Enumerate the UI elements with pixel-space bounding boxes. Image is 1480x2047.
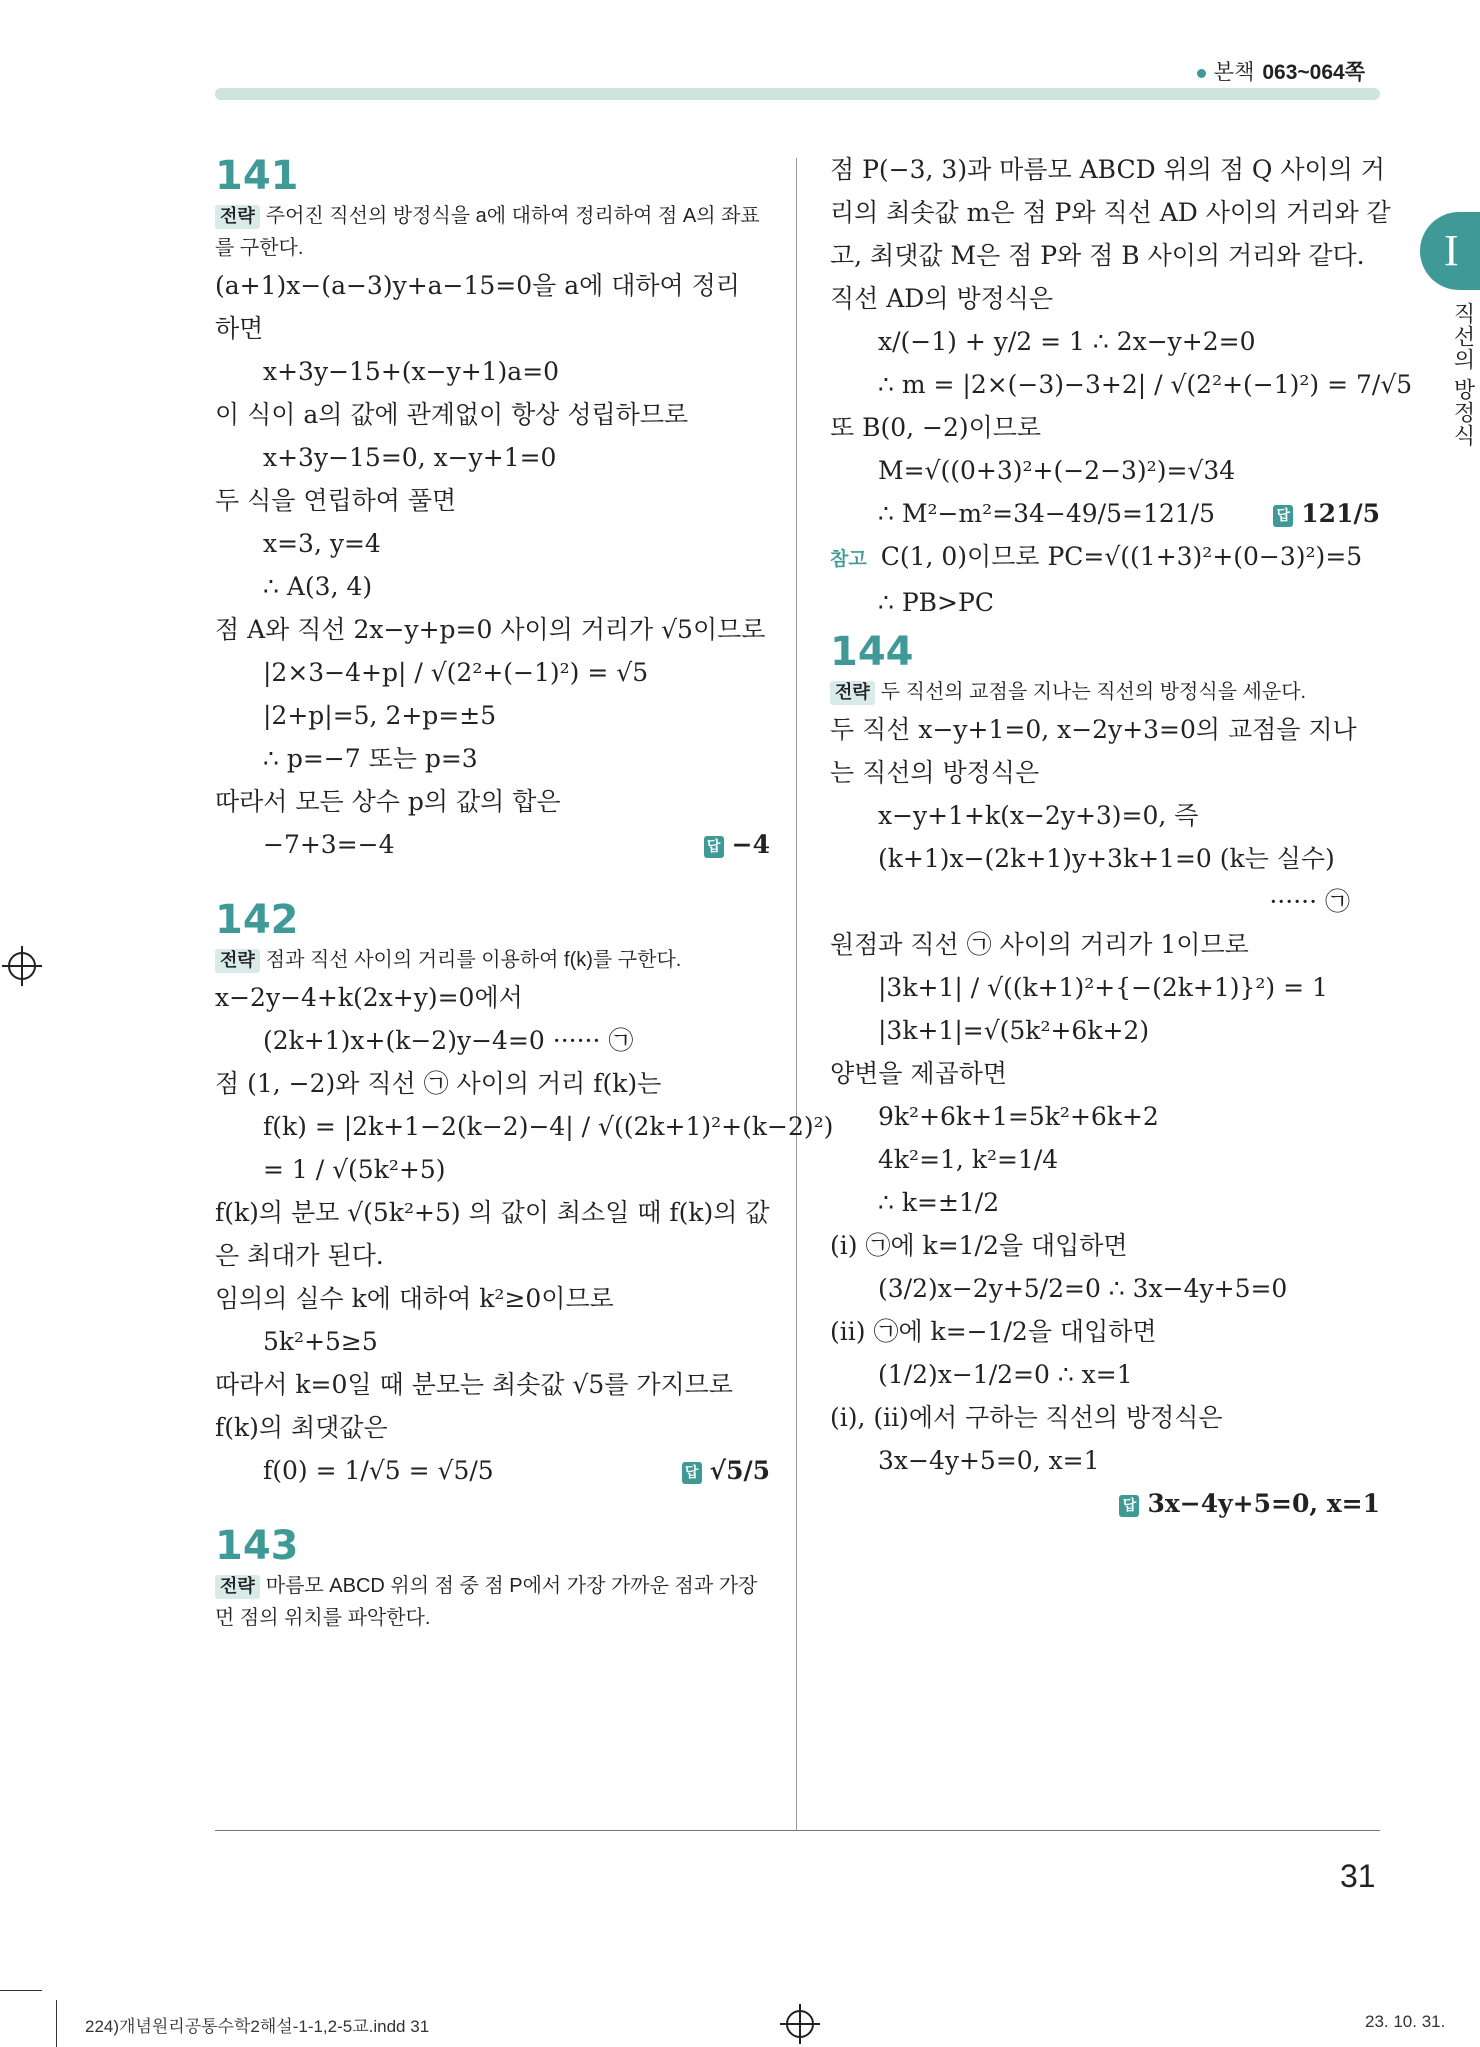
crop-mark bbox=[0, 1990, 42, 1991]
line-text: (2k+1)x+(k−2)y−4=0 ······ ㉠ bbox=[263, 1026, 634, 1055]
line-text: (3/2)x−2y+5/2=0 ∴ 3x−4y+5=0 bbox=[878, 1274, 1288, 1303]
bottom-rule bbox=[215, 1830, 1380, 1831]
footer-date: 23. 10. 31. bbox=[1365, 2012, 1446, 2031]
line-text: (i) ㉠에 k=1/2을 대입하면 bbox=[830, 1231, 1128, 1260]
line-text: f(0) = 1/√5 = √5/5 bbox=[263, 1456, 494, 1485]
line-text: 고, 최댓값 M은 점 P와 점 B 사이의 거리와 같다. bbox=[830, 241, 1365, 270]
line-text: x+3y−15=0, x−y+1=0 bbox=[263, 443, 557, 472]
footer-file-name: 224)개념원리공통수학2해설-1-1,2-5교.indd 31 bbox=[85, 2017, 430, 2036]
text-line bbox=[830, 1224, 1380, 1267]
crop-mark bbox=[56, 2000, 57, 2047]
note-line bbox=[830, 535, 1380, 581]
text-line bbox=[830, 1396, 1380, 1439]
equation-line bbox=[215, 1320, 770, 1363]
text-line bbox=[215, 1406, 770, 1449]
equation-line bbox=[830, 492, 1380, 535]
strategy-line bbox=[215, 200, 770, 264]
equation-line bbox=[830, 1138, 1380, 1181]
line-text: f(k)의 분모 √(5k²+5) 의 값이 최소일 때 f(k)의 값 bbox=[215, 1198, 770, 1227]
line-text: |3k+1| / √((k+1)²+{−(2k+1)}²) = 1 bbox=[878, 973, 1328, 1002]
text-line bbox=[215, 479, 770, 522]
registration-mark-icon bbox=[8, 952, 36, 980]
text-line bbox=[215, 608, 770, 651]
text-line bbox=[830, 191, 1391, 234]
equation-line bbox=[215, 651, 770, 694]
line-text: x−y+1+k(x−2y+3)=0, 즉 bbox=[878, 801, 1199, 830]
line-text: (1/2)x−1/2=0 ∴ x=1 bbox=[878, 1360, 1133, 1389]
answer-value: 3x−4y+5=0, x=1 bbox=[1147, 1489, 1380, 1518]
line-text: 이 식이 a의 값에 관계없이 항상 성립하므로 bbox=[215, 400, 689, 429]
text-line bbox=[215, 264, 770, 307]
equation-tag: ······ ㉠ bbox=[1269, 887, 1350, 916]
line-text: −7+3=−4 bbox=[263, 830, 395, 859]
bullet-icon bbox=[1197, 69, 1206, 78]
left-column bbox=[215, 148, 834, 1634]
equation-line bbox=[830, 1095, 1380, 1138]
strategy-text: 주어진 직선의 방정식을 a에 대하여 정리하여 점 A의 좌표를 구한다. bbox=[215, 205, 760, 259]
text-line bbox=[830, 751, 1380, 794]
text-line bbox=[830, 923, 1380, 966]
line-text: ∴ PB>PC bbox=[878, 588, 994, 617]
line-text: ∴ m = |2×(−3)−3+2| / √(2²+(−1)²) = 7/√5 bbox=[878, 370, 1413, 399]
line-text: 하면 bbox=[215, 314, 264, 343]
line-text: |3k+1|=√(5k²+6k+2) bbox=[878, 1016, 1150, 1045]
equation-line bbox=[215, 823, 770, 866]
equation-line bbox=[830, 1439, 1380, 1482]
note-label: 참고 bbox=[830, 549, 867, 570]
equation-line bbox=[830, 837, 1380, 880]
line-text: (i), (ii)에서 구하는 직선의 방정식은 bbox=[830, 1403, 1223, 1432]
text-line bbox=[830, 148, 1385, 191]
right-column bbox=[830, 148, 1413, 1525]
answer-badge: 답 bbox=[682, 1462, 702, 1484]
text-line bbox=[215, 307, 770, 350]
strategy-line bbox=[830, 676, 1380, 708]
spacer bbox=[215, 866, 770, 892]
line-text: 5k²+5≥5 bbox=[263, 1327, 378, 1356]
equation-line bbox=[215, 737, 770, 780]
equation-line bbox=[830, 320, 1380, 363]
line-text: 따라서 k=0일 때 분모는 최솟값 √5를 가지므로 bbox=[215, 1370, 733, 1399]
book-label: 본책 bbox=[1213, 61, 1255, 84]
equation-line bbox=[830, 794, 1380, 837]
strategy-badge: 전략 bbox=[830, 681, 875, 705]
header-bar bbox=[215, 88, 1380, 100]
line-text: 점 A와 직선 2x−y+p=0 사이의 거리가 √5이므로 bbox=[215, 615, 766, 644]
answer bbox=[704, 823, 770, 866]
registration-mark-icon bbox=[786, 2010, 814, 2038]
line-text: 직선 AD의 방정식은 bbox=[830, 284, 1054, 313]
equation-line bbox=[830, 1267, 1380, 1310]
line-text: 원점과 직선 ㉠ 사이의 거리가 1이므로 bbox=[830, 930, 1249, 959]
equation-line bbox=[830, 363, 1413, 406]
strategy-line bbox=[215, 1570, 770, 1634]
line-text: (ii) ㉠에 k=−1/2을 대입하면 bbox=[830, 1317, 1157, 1346]
strategy-text: 두 직선의 교점을 지나는 직선의 방정식을 세운다. bbox=[880, 681, 1307, 703]
problem-number: 142 bbox=[215, 897, 299, 943]
line-text: 또 B(0, −2)이므로 bbox=[830, 413, 1042, 442]
answer-value: √5/5 bbox=[709, 1456, 770, 1485]
text-line bbox=[830, 708, 1380, 751]
spacer bbox=[215, 1492, 770, 1518]
line-text: x=3, y=4 bbox=[263, 529, 381, 558]
line-text: 는 직선의 방정식은 bbox=[830, 758, 1040, 787]
strategy-text: 마름모 ABCD 위의 점 중 점 P에서 가장 가까운 점과 가장 먼 점의 위치를 파악한다. bbox=[215, 1575, 758, 1629]
line-text: (k+1)x−(2k+1)y+3k+1=0 (k는 실수) bbox=[878, 844, 1335, 873]
line-text: 9k²+6k+1=5k²+6k+2 bbox=[878, 1102, 1159, 1131]
equation-line bbox=[215, 1019, 770, 1062]
line-text: ∴ k=±1/2 bbox=[878, 1188, 1000, 1217]
page-range: 063~064쪽 bbox=[1262, 61, 1365, 84]
line-text: 양변을 제곱하면 bbox=[830, 1059, 1007, 1088]
answer bbox=[1119, 1482, 1380, 1525]
line-text: 4k²=1, k²=1/4 bbox=[878, 1145, 1059, 1174]
equation-line bbox=[215, 522, 770, 565]
text-line bbox=[215, 1062, 770, 1105]
answer-badge: 답 bbox=[704, 836, 724, 858]
text-line bbox=[830, 1052, 1380, 1095]
problem-number: 143 bbox=[215, 1523, 299, 1569]
text-line bbox=[215, 1363, 770, 1406]
equation-line bbox=[830, 1353, 1380, 1396]
equation-line bbox=[215, 565, 770, 608]
strategy-badge: 전략 bbox=[215, 949, 260, 973]
line-text: |2+p|=5, 2+p=±5 bbox=[263, 701, 497, 730]
equation-line bbox=[215, 1105, 834, 1148]
answer-value: −4 bbox=[731, 830, 770, 859]
line-text: x+3y−15+(x−y+1)a=0 bbox=[263, 357, 560, 386]
line-text: = 1 / √(5k²+5) bbox=[263, 1155, 446, 1184]
text-line bbox=[215, 780, 770, 823]
chapter-title: 직선의 방정식 bbox=[1451, 302, 1476, 448]
strategy-text: 점과 직선 사이의 거리를 이용하여 f(k)를 구한다. bbox=[265, 949, 682, 971]
text-line bbox=[830, 1310, 1380, 1353]
text-line bbox=[830, 234, 1380, 277]
answer-value: 121/5 bbox=[1301, 499, 1380, 528]
strategy-badge: 전략 bbox=[215, 1575, 260, 1599]
line-text: 두 식을 연립하여 풀면 bbox=[215, 486, 457, 515]
text-line bbox=[215, 976, 770, 1019]
line-text: x/(−1) + y/2 = 1 ∴ 2x−y+2=0 bbox=[878, 327, 1256, 356]
answer-badge: 답 bbox=[1273, 505, 1293, 527]
note-text: C(1, 0)이므로 PC=√((1+3)²+(0−3)²)=5 bbox=[880, 542, 1363, 571]
equation-line bbox=[215, 1449, 770, 1492]
equation-line bbox=[830, 1009, 1380, 1052]
line-text: f(k)의 최댓값은 bbox=[215, 1413, 388, 1442]
answer-badge: 답 bbox=[1119, 1495, 1139, 1517]
line-text: 3x−4y+5=0, x=1 bbox=[878, 1446, 1100, 1475]
chapter-tab: I bbox=[1420, 212, 1480, 290]
text-line bbox=[215, 1234, 770, 1277]
text-line bbox=[215, 1277, 770, 1320]
column-divider bbox=[796, 158, 797, 1830]
equation-line bbox=[215, 694, 770, 737]
text-line bbox=[830, 277, 1380, 320]
strategy-badge: 전략 bbox=[215, 205, 260, 229]
equation-line bbox=[215, 436, 770, 479]
line-text: 두 직선 x−y+1=0, x−2y+3=0의 교점을 지나 bbox=[830, 715, 1357, 744]
text-line bbox=[830, 406, 1380, 449]
line-text: f(k) = |2k+1−2(k−2)−4| / √((2k+1)²+(k−2)²) bbox=[263, 1112, 834, 1141]
line-text: ∴ M²−m²=34−49/5=121/5 bbox=[878, 499, 1215, 528]
line-text: ∴ p=−7 또는 p=3 bbox=[263, 744, 478, 773]
line-text: M=√((0+3)²+(−2−3)²)=√34 bbox=[878, 456, 1236, 485]
line-text: 점 P(−3, 3)과 마름모 ABCD 위의 점 Q 사이의 거 bbox=[830, 155, 1385, 184]
answer-line bbox=[830, 1482, 1380, 1525]
line-text: 은 최대가 된다. bbox=[215, 1241, 384, 1270]
equation-line bbox=[830, 1181, 1380, 1224]
text-line bbox=[215, 1191, 770, 1234]
line-text: |2×3−4+p| / √(2²+(−1)²) = √5 bbox=[263, 658, 649, 687]
line-text: x−2y−4+k(2x+y)=0에서 bbox=[215, 983, 523, 1012]
line-text: 임의의 실수 k에 대하여 k²≥0이므로 bbox=[215, 1284, 614, 1313]
line-text: 점 (1, −2)와 직선 ㉠ 사이의 거리 f(k)는 bbox=[215, 1069, 662, 1098]
strategy-line bbox=[215, 944, 770, 976]
equation-line bbox=[830, 449, 1380, 492]
text-line bbox=[215, 393, 770, 436]
line-text: 리의 최솟값 m은 점 P와 직선 AD 사이의 거리와 같 bbox=[830, 198, 1391, 227]
equation-line bbox=[830, 581, 1380, 624]
answer bbox=[682, 1449, 770, 1492]
line-text: 따라서 모든 상수 p의 값의 합은 bbox=[215, 787, 561, 816]
problem-number: 141 bbox=[215, 153, 299, 199]
line-text: ∴ A(3, 4) bbox=[263, 572, 373, 601]
page-number: 31 bbox=[1340, 1858, 1376, 1894]
equation-line bbox=[215, 1148, 770, 1191]
line-text: (a+1)x−(a−3)y+a−15=0을 a에 대하여 정리 bbox=[215, 271, 740, 300]
equation-line bbox=[830, 966, 1380, 1009]
problem-number: 144 bbox=[830, 629, 914, 675]
answer bbox=[1273, 492, 1380, 535]
page-reference bbox=[1197, 56, 1365, 86]
equation-line bbox=[215, 350, 770, 393]
